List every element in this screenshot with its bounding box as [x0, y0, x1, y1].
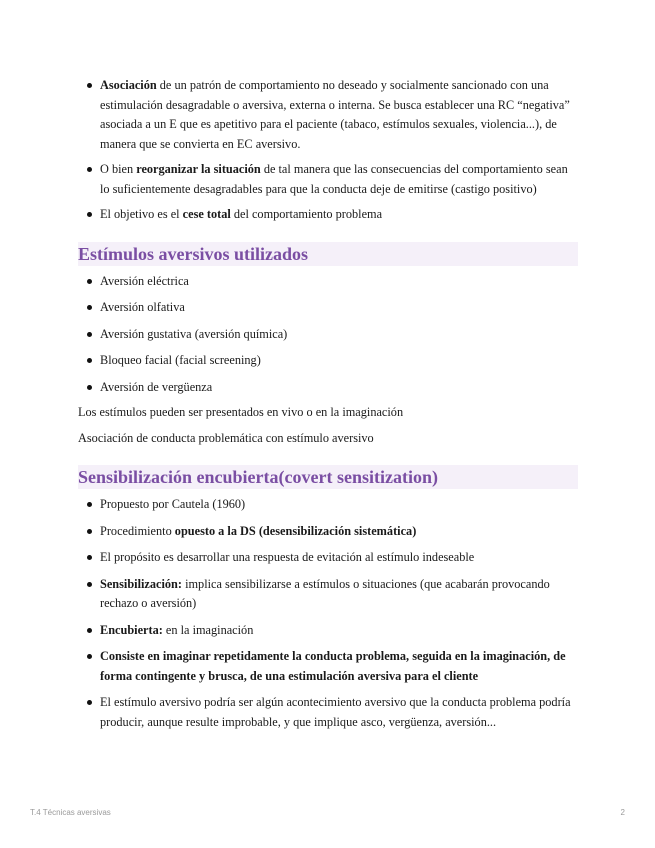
list-item: Encubierta: en la imaginación [78, 621, 578, 641]
paragraph: Los estímulos pueden ser presentados en vivo o en la imaginación [78, 405, 404, 419]
paragraph: Asociación de conducta problemática con estímulo aversivo [78, 430, 374, 445]
list-item: El objetivo es el cese total del comportamiento problema [78, 205, 578, 225]
page-content [78, 76, 578, 732]
page-number: 2 [620, 808, 625, 817]
list-item: Aversión gustativa (aversión química) [78, 325, 578, 345]
sensibilizacion-list [78, 495, 578, 732]
estimulos-list [78, 272, 578, 398]
list-item: O bien reorganizar la situación de tal manera que las consecuencias del comportamiento sean lo suficientemente desagradables para que la conducta deje de emitirse (castigo positivo) [78, 160, 578, 199]
list-item: Asociación de un patrón de comportamiento no deseado y socialmente sancionado con una estimulación desagradable o aversiva, externa o interna. Se busca establecer una RC “negativa” asociada a un E que es apetitivo para el paciente (tabaco, estímulos sexuales, violencia...), de manera que se convierta en EC aversivo. [78, 76, 578, 154]
list-item: Bloqueo facial (facial screening) [78, 351, 578, 371]
list-item: Propuesto por Cautela (1960) [78, 495, 578, 515]
section-heading-estimulos: Estímulos aversivos utilizados [78, 242, 578, 266]
list-item: Consiste en imaginar repetidamente la conducta problema, seguida en la imaginación, de forma contingente y brusca, de una estimulación aversiva para el cliente [78, 647, 578, 686]
section-heading-sensibilizacion: Sensibilización encubierta(covert sensitization) [78, 465, 578, 489]
intro-list [78, 76, 578, 225]
list-item: Procedimiento opuesto a la DS (desensibilización sistemática) [78, 522, 578, 542]
list-item: Aversión de vergüenza [78, 378, 578, 398]
list-item: El estímulo aversivo podría ser algún acontecimiento aversivo que la conducta problema podría producir, aunque resulte improbable, y que implique asco, vergüenza, aversión... [78, 693, 578, 732]
list-item: Sensibilización: implica sensibilizarse a estímulos o situaciones (que acabarán provocando rechazo o aversión) [78, 575, 578, 614]
list-item: El propósito es desarrollar una respuesta de evitación al estímulo indeseable [78, 548, 578, 568]
list-item: Aversión eléctrica [78, 272, 578, 292]
list-item: Aversión olfativa [78, 298, 578, 318]
footer-title: T.4 Técnicas aversivas [30, 808, 111, 817]
